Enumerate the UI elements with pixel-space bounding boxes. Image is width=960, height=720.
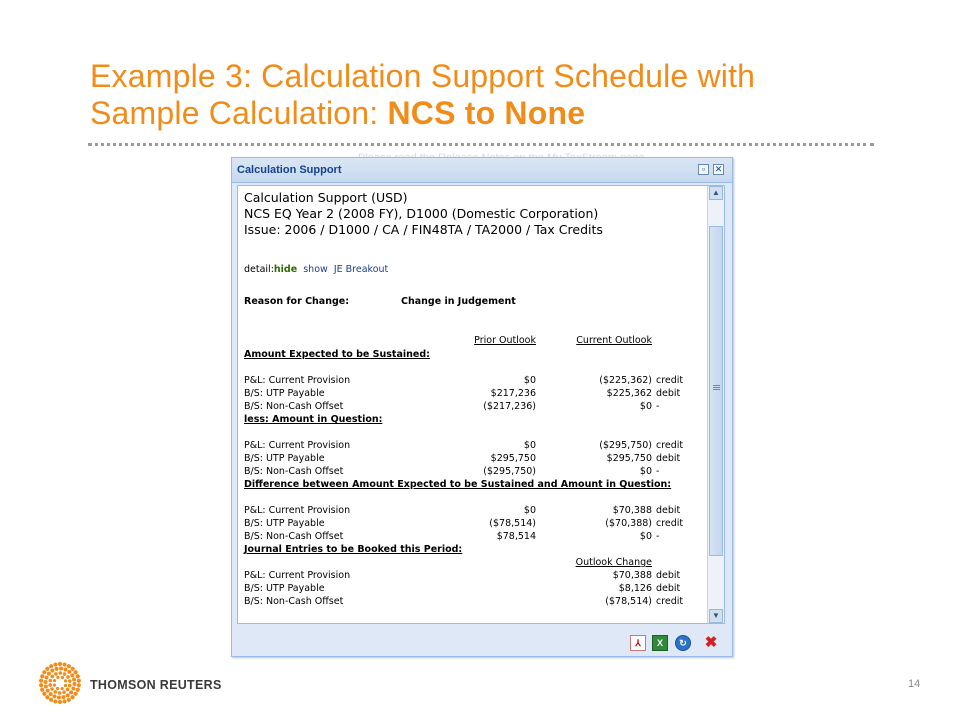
logo-dot: [64, 679, 67, 682]
refresh-icon[interactable]: ↻: [675, 635, 691, 651]
current-outlook-header: Current Outlook: [576, 335, 652, 346]
table-row: [244, 569, 714, 582]
logo-dot: [58, 662, 62, 666]
close-window-button[interactable]: ✕: [714, 164, 723, 174]
logo-dot: [45, 695, 49, 699]
table-row: [244, 465, 714, 478]
logo-dot: [68, 679, 72, 683]
window-toolbar: [232, 628, 732, 656]
table-row: [244, 387, 714, 400]
prior-outlook-value: ($78,514): [489, 518, 536, 529]
logo-dot: [45, 667, 49, 671]
prior-outlook-value: $0: [523, 440, 536, 451]
title-line-2-bold: NCS to None: [387, 95, 586, 131]
section-title: [244, 543, 714, 556]
row-label: B/S: Non-Cash Offset: [244, 466, 344, 477]
logo-dot: [67, 698, 71, 702]
current-outlook-value: $8,126: [618, 583, 652, 594]
table-row: [244, 452, 714, 465]
current-outlook-value: $295,750: [606, 453, 652, 464]
current-outlook-value: $0: [639, 531, 652, 542]
logo-dot: [67, 664, 71, 668]
logo-dot: [53, 694, 57, 698]
logo-dot: [61, 695, 65, 699]
logo-dot: [42, 670, 46, 674]
table-row: [244, 400, 714, 413]
logo-dot: [61, 676, 64, 679]
entry-type: debit: [656, 453, 681, 464]
section-title: [244, 348, 714, 361]
logo-dot: [54, 690, 58, 694]
current-outlook-value: ($78,514): [605, 596, 652, 607]
logo-dot: [39, 679, 43, 683]
section-title: [244, 413, 714, 426]
row-label: P&L: Current Provision: [244, 440, 351, 451]
title-divider: [88, 143, 874, 146]
table-row: [244, 374, 714, 387]
logo-dot: [49, 692, 53, 696]
logo-dot: [50, 669, 54, 673]
current-outlook-value: ($225,362): [599, 375, 652, 386]
row-label: B/S: Non-Cash Offset: [244, 401, 344, 412]
logo-dot: [42, 692, 46, 696]
logo-dot: [53, 699, 57, 703]
brand-name: THOMSON REUTERS: [90, 678, 222, 692]
table-row: [244, 439, 714, 452]
logo-dot: [64, 684, 67, 687]
close-red-icon[interactable]: ✖: [704, 634, 718, 651]
logo-dot: [53, 684, 56, 687]
logo-dot: [45, 676, 49, 680]
title-line-1: Example 3: Calculation Support Schedule with: [90, 58, 756, 94]
logo-dot: [50, 687, 54, 691]
logo-dot: [61, 687, 64, 690]
logo-dot: [62, 662, 66, 666]
logo-dot: [77, 683, 81, 687]
calculation-support-window: [231, 157, 733, 657]
logo-dot: [40, 688, 44, 692]
section-title: [244, 478, 714, 491]
thomson-reuters-logo-icon: [38, 661, 82, 705]
reason-value: Change in Judgement: [401, 296, 516, 307]
current-outlook-value: ($295,750): [599, 440, 652, 451]
logo-dot: [71, 667, 75, 671]
scroll-up-arrow-icon[interactable]: ▲: [709, 186, 723, 200]
row-label: B/S: Non-Cash Offset: [244, 596, 344, 607]
row-label: B/S: UTP Payable: [244, 388, 325, 399]
window-title: Calculation Support: [237, 164, 342, 176]
prior-outlook-value: $217,236: [490, 388, 536, 399]
logo-dot: [74, 692, 78, 696]
logo-dot: [44, 684, 48, 688]
logo-dot: [58, 671, 62, 675]
logo-dot: [77, 679, 81, 683]
report-header-line-3: Issue: 2006 / D1000 / CA / FIN48TA / TA2000 / Tax Credits: [244, 222, 603, 237]
logo-dot: [57, 695, 61, 699]
excel-icon[interactable]: X: [652, 635, 668, 651]
title-line-2-plain: Sample Calculation:: [90, 95, 388, 131]
scroll-down-arrow-icon[interactable]: ▼: [709, 609, 723, 623]
table-row: [244, 504, 714, 517]
row-label: B/S: UTP Payable: [244, 583, 325, 594]
detail-toggle: [244, 263, 388, 276]
calculation-content: [237, 185, 725, 624]
row-label: B/S: UTP Payable: [244, 453, 325, 464]
logo-dot: [55, 667, 59, 671]
logo-dot: [76, 688, 80, 692]
prior-outlook-header: Prior Outlook: [474, 335, 536, 346]
current-outlook-value: $0: [639, 401, 652, 412]
hide-link[interactable]: hide: [273, 264, 298, 275]
logo-dot: [63, 668, 67, 672]
logo-dot: [62, 690, 66, 694]
entry-type: credit: [656, 440, 684, 451]
logo-dot: [58, 691, 62, 695]
report-header-line-1: Calculation Support (USD): [244, 190, 408, 205]
logo-dot: [76, 674, 80, 678]
row-label: P&L: Current Provision: [244, 505, 351, 516]
logo-dot: [40, 674, 44, 678]
logo-dot: [66, 675, 70, 679]
logo-dot: [56, 687, 59, 690]
prior-outlook-value: ($217,236): [483, 401, 536, 412]
logo-dot: [48, 683, 52, 687]
entry-type: credit: [656, 596, 684, 607]
pdf-icon[interactable]: ⅄: [630, 635, 646, 651]
reason-label: Reason for Change:: [244, 296, 350, 307]
report-header-line-2: NCS EQ Year 2 (2008 FY), D1000 (Domestic Corporation): [244, 206, 599, 221]
current-outlook-value: $70,388: [612, 505, 652, 516]
section-title-text: less: Amount in Question:: [244, 414, 383, 425]
entry-type: -: [656, 401, 660, 412]
logo-dot: [56, 676, 59, 679]
logo-dot: [69, 690, 73, 694]
logo-dot: [53, 662, 57, 666]
section-title-text: Amount Expected to be Sustained:: [244, 349, 430, 360]
logo-dot: [66, 693, 70, 697]
page-number: 14: [908, 678, 921, 690]
logo-dot: [70, 673, 74, 677]
logo-dot: [39, 683, 43, 687]
section-title-text: Journal Entries to be Booked this Period:: [244, 544, 463, 555]
logo-dot: [63, 672, 67, 676]
logo-dot: [59, 667, 63, 671]
table-row: [244, 595, 714, 608]
slide-title: [90, 58, 910, 132]
current-outlook-value: $225,362: [606, 388, 652, 399]
entry-type: debit: [656, 505, 681, 516]
outlook-change-header: Outlook Change: [575, 557, 652, 568]
entry-type: debit: [656, 583, 681, 594]
show-link[interactable]: show: [303, 264, 328, 275]
grip-icon: [713, 385, 720, 386]
prior-outlook-value: ($295,750): [483, 466, 536, 477]
logo-dot: [70, 695, 74, 699]
logo-dot: [66, 688, 70, 692]
logo-dot: [49, 664, 53, 668]
entry-type: -: [656, 531, 660, 542]
logo-dot: [47, 672, 51, 676]
section-title-text: Difference between Amount Expected to be Sustained and Amount in Question:: [244, 479, 672, 490]
logo-dot: [72, 682, 76, 686]
logo-dot: [71, 686, 75, 690]
title-line-2: [90, 95, 910, 132]
logo-dot: [54, 672, 58, 676]
je-breakout-link[interactable]: JE Breakout: [333, 264, 389, 275]
logo-dot: [46, 689, 50, 693]
current-outlook-value: ($70,388): [605, 518, 652, 529]
row-label: B/S: Non-Cash Offset: [244, 531, 344, 542]
prior-outlook-value: $295,750: [490, 453, 536, 464]
row-label: P&L: Current Provision: [244, 375, 351, 386]
prior-outlook-value: $0: [523, 505, 536, 516]
logo-dot: [49, 698, 53, 702]
row-label: P&L: Current Provision: [244, 570, 351, 581]
entry-type: credit: [656, 518, 684, 529]
table-row: [244, 530, 714, 543]
prior-outlook-value: $78,514: [496, 531, 536, 542]
logo-dot: [44, 680, 48, 684]
column-header-row: [244, 334, 714, 347]
logo-dot: [49, 679, 53, 683]
entry-type: credit: [656, 375, 684, 386]
logo-dot: [67, 670, 71, 674]
window-titlebar[interactable]: [232, 158, 732, 183]
logo-dot: [53, 679, 56, 682]
current-outlook-value: $70,388: [612, 570, 652, 581]
table-row: [244, 517, 714, 530]
entry-type: debit: [656, 570, 681, 581]
entry-type: -: [656, 466, 660, 477]
row-label: B/S: UTP Payable: [244, 518, 325, 529]
table-row: [244, 582, 714, 595]
outlook-change-header-row: [244, 556, 714, 569]
logo-dot: [58, 700, 62, 704]
logo-dot: [51, 675, 55, 679]
logo-dot: [62, 699, 66, 703]
current-outlook-value: $0: [639, 466, 652, 477]
logo-dot: [72, 678, 76, 682]
logo-dot: [74, 670, 78, 674]
detail-label: detail:: [244, 264, 274, 275]
logo-dot: [68, 684, 72, 688]
entry-type: debit: [656, 388, 681, 399]
prior-outlook-value: $0: [523, 375, 536, 386]
maximize-button[interactable]: ▫: [698, 164, 709, 175]
